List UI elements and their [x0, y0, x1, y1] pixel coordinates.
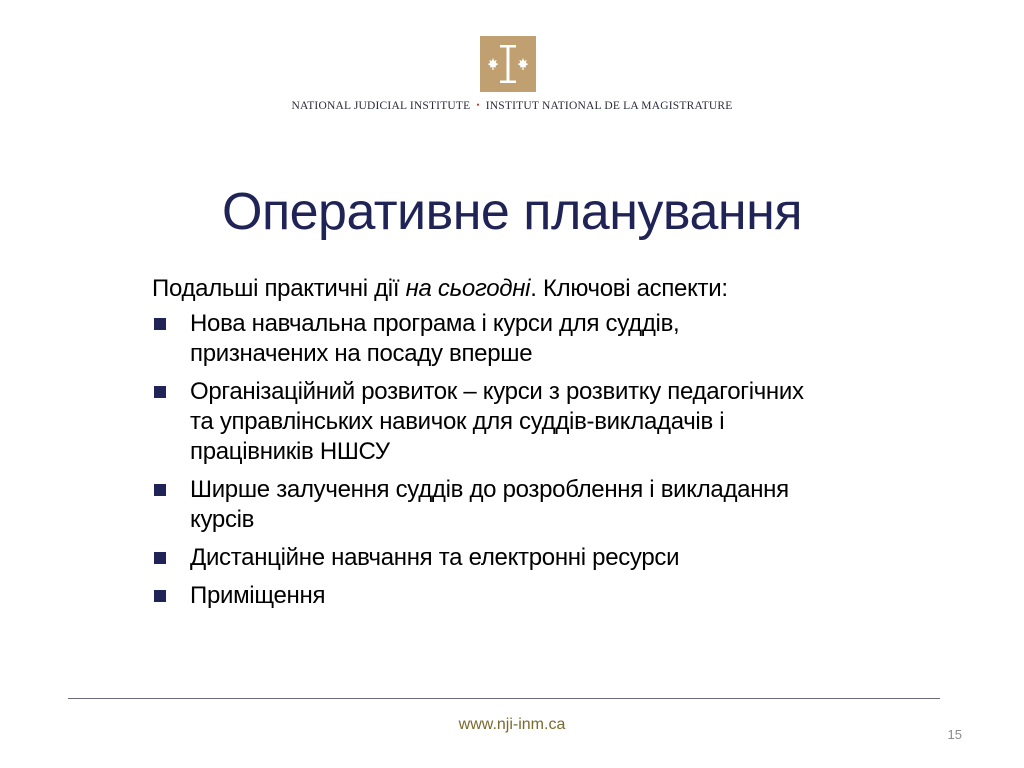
- bullet-line: Приміщення: [190, 582, 326, 609]
- square-bullet-icon: [154, 386, 166, 398]
- slide-content: [152, 274, 912, 619]
- bullet-item: [152, 377, 912, 467]
- intro-before: Подальші практичні дії: [152, 275, 406, 302]
- bullet-line: Нова навчальна програма і курси для суддів,: [190, 310, 680, 337]
- square-bullet-icon: [154, 590, 166, 602]
- institute-name: [0, 100, 1024, 112]
- square-bullet-icon: [154, 318, 166, 330]
- square-bullet-icon: [154, 552, 166, 564]
- bullet-line: Ширше залучення суддів до розроблення і викладання: [190, 476, 789, 503]
- bullet-list: [152, 309, 912, 611]
- institute-logo: [480, 36, 536, 92]
- intro-italic: на сьогодні: [405, 275, 531, 302]
- institute-name-fr: INSTITUT NATIONAL DE LA MAGISTRATURE: [485, 100, 733, 112]
- website-link[interactable]: www.nji-inm.ca: [458, 716, 566, 733]
- intro-text: [152, 274, 912, 304]
- bullet-item: [152, 309, 912, 369]
- bullet-line: Організаційний розвиток – курси з розвитку педагогічних: [190, 378, 804, 405]
- bullet-line: призначених на посаду вперше: [190, 340, 533, 367]
- square-bullet-icon: [154, 484, 166, 496]
- footer-divider: [68, 698, 940, 699]
- bullet-item: [152, 581, 912, 611]
- institute-name-en: NATIONAL JUDICIAL INSTITUTE: [291, 100, 471, 112]
- bullet-line: та управлінських навичок для суддів-викладачів і: [190, 408, 725, 435]
- intro-after: . Ключові аспекти:: [530, 275, 728, 302]
- bullet-line: Дистанційне навчання та електронні ресурси: [190, 544, 680, 571]
- bullet-item: [152, 543, 912, 573]
- bullet-line: курсів: [190, 506, 255, 533]
- page-number: 15: [947, 727, 962, 742]
- separator-dot: •: [476, 100, 480, 110]
- bullet-line: працівників НШСУ: [190, 438, 390, 465]
- maple-leaf-logo-icon: [480, 36, 536, 92]
- bullet-item: [152, 475, 912, 535]
- slide-title: Оперативне планування: [222, 183, 802, 241]
